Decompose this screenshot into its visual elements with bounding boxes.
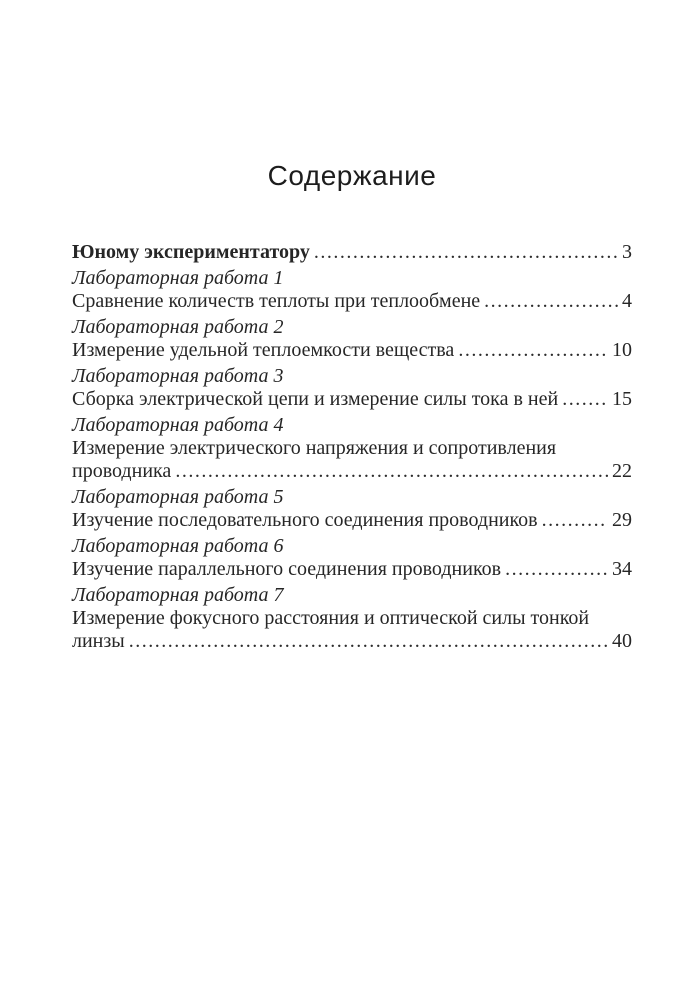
toc-entry [72,365,632,411]
toc-entry-title: Юному экспериментатору [72,241,310,263]
toc-entry-title: Изучение параллельного соединения проводников [72,558,502,580]
dot-leader [314,241,618,264]
page-title: Содержание [267,160,437,191]
toc-line [72,607,632,630]
toc-entry-title: Сборка электрической цепи и измерение силы тока в ней [72,388,559,410]
toc-page-number: 40 [612,630,632,652]
toc-entry-title-line1: Измерение электрического напряжения и сопротивления [72,437,557,459]
dot-leader [175,460,608,483]
toc-entry-title: Измерение удельной теплоемкости вещества [72,339,455,361]
toc-entry [72,535,632,581]
dot-leader [505,558,608,581]
toc-page-number: 3 [622,241,632,263]
dot-leader [129,630,608,653]
toc-page-number: 29 [612,509,632,531]
toc-entry-heading: Лабораторная работа 6 [72,535,284,557]
toc-line [72,388,632,411]
toc-entry [72,241,632,264]
dot-leader [484,290,618,313]
toc-page-number: 34 [612,558,632,580]
toc-line [72,630,632,653]
toc-page-number: 22 [612,460,632,482]
toc-entry [72,584,632,653]
toc-entry-title-line2: линзы [72,630,125,652]
toc-entry [72,414,632,483]
toc-line [72,339,632,362]
toc-line [72,290,632,313]
toc-line [72,509,632,532]
dot-leader [458,339,608,362]
toc-page-number: 15 [612,388,632,410]
toc-entry-heading: Лабораторная работа 1 [72,267,284,289]
toc-page-number: 4 [622,290,632,312]
toc-entry-heading: Лабораторная работа 2 [72,316,284,338]
toc-entry [72,486,632,532]
table-of-contents [72,241,632,653]
toc-page-number: 10 [612,339,632,361]
toc-entry-title: Изучение последовательного соединения проводников [72,509,538,531]
dot-leader [542,509,608,532]
toc-entry-title-line2: проводника [72,460,172,482]
toc-line [72,437,632,460]
toc-line [72,558,632,581]
toc-line [72,241,632,264]
toc-entry-heading: Лабораторная работа 3 [72,365,284,387]
toc-entry-heading: Лабораторная работа 7 [72,584,284,606]
toc-entry [72,316,632,362]
dot-leader [562,388,608,411]
toc-entry-heading: Лабораторная работа 5 [72,486,284,508]
toc-entry-title-line1: Измерение фокусного расстояния и оптической силы тонкой [72,607,590,629]
toc-entry [72,267,632,313]
toc-entry-title: Сравнение количеств теплоты при теплообмене [72,290,481,312]
toc-entry-heading: Лабораторная работа 4 [72,414,284,436]
toc-line [72,460,632,483]
